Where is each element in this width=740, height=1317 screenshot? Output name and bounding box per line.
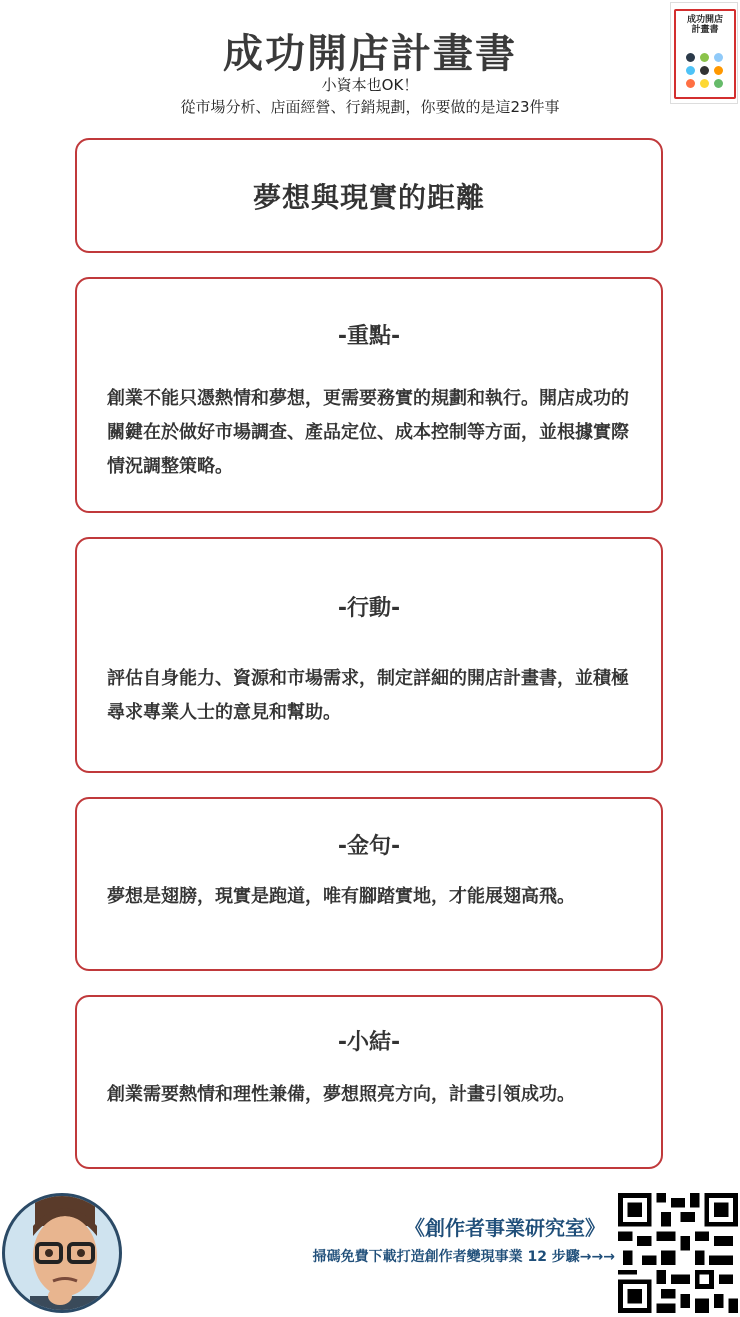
- download-cta[interactable]: 掃碼免費下載打造創作者變現事業 12 步驟→→→: [312, 1249, 615, 1265]
- page-title: 成功開店計畫書: [223, 31, 517, 77]
- subtitle: 小資本也OK！: [321, 76, 419, 94]
- tagline: 從市場分析、店面經營、行銷規劃，你要做的是這23件事: [180, 98, 560, 116]
- section-quote: [75, 797, 663, 971]
- section-summary: [75, 995, 663, 1169]
- book-cover-icons: [676, 53, 734, 88]
- section-body: 評估自身能力、資源和市場需求，制定詳細的開店計畫書，並積極尋求專業人士的意見和幫助。: [107, 668, 629, 723]
- avatar: [2, 1193, 122, 1313]
- studio-name: 《創作者事業研究室》: [405, 1216, 605, 1240]
- section-body: 夢想是翅膀，現實是跑道，唯有腳踏實地，才能展翅高飛。: [107, 886, 575, 907]
- section-body: 創業需要熱情和理性兼備，夢想照亮方向，計畫引領成功。: [107, 1084, 575, 1105]
- topic-title: 夢想與現實的距離: [252, 180, 485, 214]
- section-heading: -重點-: [337, 324, 401, 349]
- section-heading: -金句-: [337, 834, 401, 859]
- section-key-points: [75, 277, 663, 513]
- book-cover-image: [670, 2, 738, 104]
- book-cover-title: 成功開店 計畫書: [686, 15, 723, 35]
- qr-code[interactable]: [618, 1193, 738, 1313]
- section-heading: -行動-: [337, 596, 401, 621]
- section-action: [75, 537, 663, 773]
- section-heading: -小結-: [337, 1030, 401, 1055]
- topic-box: [75, 138, 663, 253]
- section-body: 創業不能只憑熱情和夢想，更需要務實的規劃和執行。開店成功的關鍵在於做好市場調查、產品定位、成本控制等方面，並根據實際情況調整策略。: [107, 388, 629, 477]
